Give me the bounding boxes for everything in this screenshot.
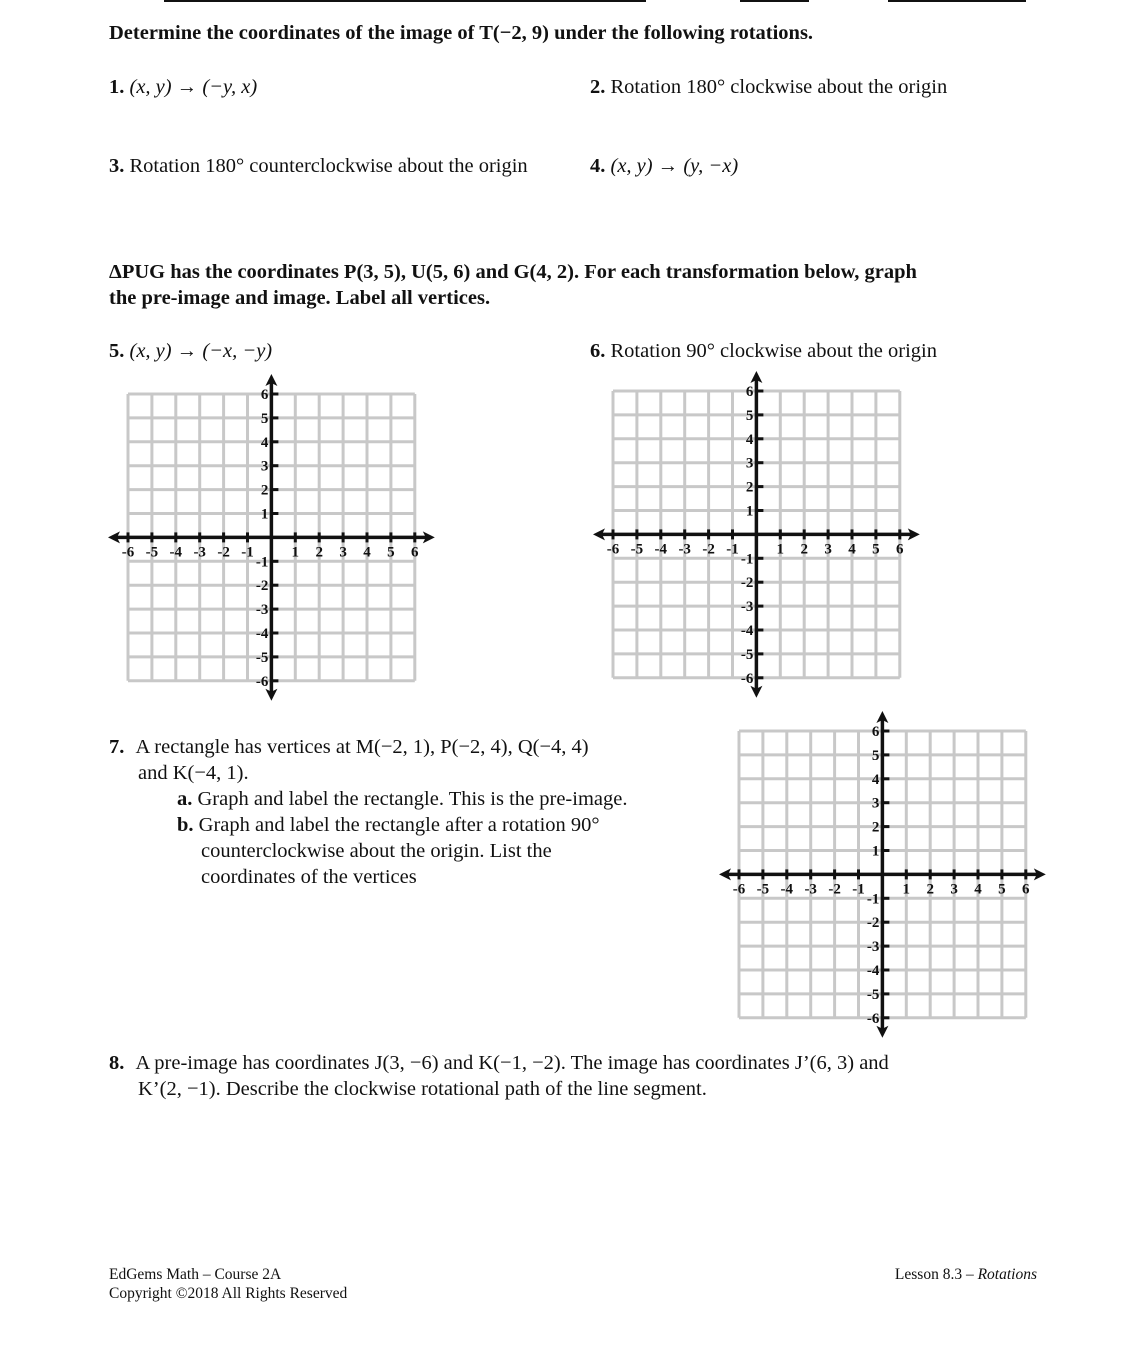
y-tick-label: -6 (255, 673, 269, 690)
question-number: 5. (109, 340, 125, 362)
x-tick-label: 1 (902, 881, 911, 898)
x-tick-label: 5 (387, 544, 395, 561)
question-8-line2: K’(2, −1). Describe the clockwise rotational path of the line segment. (138, 1078, 707, 1100)
question-8 (109, 1050, 1049, 1102)
question-number: 3. (109, 155, 125, 177)
name-blank[interactable] (164, 0, 646, 2)
question-number: 8. (109, 1052, 125, 1074)
question-1 (109, 74, 257, 100)
date-blank[interactable] (888, 0, 1026, 2)
y-tick-label: 6 (871, 724, 880, 740)
question-7 (109, 734, 709, 890)
y-tick-label: -4 (866, 963, 880, 979)
y-tick-label: 6 (745, 384, 754, 400)
x-tick-label: 6 (1022, 881, 1030, 898)
x-tick-label: -4 (780, 881, 794, 898)
x-tick-label: -1 (726, 541, 739, 558)
question-7-line1: A rectangle has vertices at M(−2, 1), P(−2, 4), Q(−4, 4) (135, 736, 589, 758)
x-tick-label: -1 (241, 544, 254, 561)
y-tick-label: -2 (740, 575, 754, 592)
y-tick-label: -5 (740, 646, 754, 663)
y-tick-label: -4 (255, 626, 269, 642)
footer-topic: Rotations (977, 1266, 1037, 1283)
y-tick-label: 2 (745, 479, 754, 496)
x-tick-label: -6 (606, 541, 620, 558)
question-text: (x, y) → (y, −x) (610, 155, 739, 177)
part-label: b. (177, 814, 194, 836)
x-tick-label: -5 (145, 544, 159, 561)
y-tick-label: -3 (740, 599, 754, 616)
y-tick-label: 1 (260, 506, 269, 523)
x-tick-label: 2 (926, 881, 934, 898)
footer-left (109, 1265, 347, 1303)
x-tick-label: -5 (630, 541, 644, 558)
y-tick-label: 3 (260, 458, 269, 475)
y-tick-label: 3 (871, 795, 880, 812)
x-tick-label: 4 (974, 881, 982, 898)
x-tick-label: -3 (678, 541, 691, 558)
x-tick-label: 3 (824, 541, 832, 558)
question-text: (x, y) → (−y, x) (129, 76, 258, 98)
question-7b (109, 812, 709, 838)
question-text: Rotation 90° clockwise about the origin (610, 340, 937, 362)
question-6 (590, 338, 937, 364)
question-8-line1: A pre-image has coordinates J(3, −6) and K(−1, −2). The image has coordinates J’(6, 3) and (135, 1052, 889, 1074)
coordinate-grid-q5[interactable] (105, 375, 445, 705)
y-tick-label: 4 (745, 431, 754, 448)
x-tick-label: 6 (896, 541, 904, 558)
x-tick-label: -4 (654, 541, 668, 558)
y-tick-label: 5 (745, 407, 754, 424)
x-tick-label: 4 (848, 541, 856, 558)
y-tick-label: -2 (255, 578, 269, 595)
period-blank[interactable] (740, 0, 809, 2)
part-label: a. (177, 788, 193, 810)
part-text: Graph and label the rectangle after a rotation 90° (198, 814, 600, 836)
x-tick-label: -6 (732, 881, 746, 898)
y-tick-label: 6 (260, 387, 269, 403)
y-tick-label: 4 (871, 771, 880, 788)
y-tick-label: -1 (740, 551, 754, 568)
x-tick-label: -3 (804, 881, 817, 898)
section2-heading-line1: ΔPUG has the coordinates P(3, 5), U(5, 6) and G(4, 2). For each transformation below, graph (109, 261, 917, 283)
question-7b-line2: counterclockwise about the origin. List the (201, 840, 552, 862)
section2-heading-line2: the pre-image and image. Label all vertices. (109, 287, 491, 309)
y-tick-label: -3 (255, 602, 269, 619)
coordinate-grid-q6[interactable] (590, 372, 930, 702)
y-tick-label: 2 (871, 819, 880, 836)
x-tick-label: 2 (800, 541, 808, 558)
x-tick-label: 1 (291, 544, 300, 561)
y-tick-label: -1 (866, 891, 880, 908)
y-tick-label: -3 (866, 939, 880, 956)
x-tick-label: 5 (872, 541, 880, 558)
x-tick-label: 3 (339, 544, 347, 561)
y-tick-label: -1 (255, 554, 269, 571)
question-number: 6. (590, 340, 606, 362)
y-tick-label: 2 (260, 482, 269, 499)
x-tick-label: -2 (702, 541, 715, 558)
question-5 (109, 338, 272, 364)
x-tick-label: 6 (411, 544, 419, 561)
question-7b-line3: coordinates of the vertices (201, 866, 417, 888)
question-number: 4. (590, 155, 606, 177)
x-tick-label: -4 (169, 544, 183, 561)
x-tick-label: -5 (756, 881, 770, 898)
y-tick-label: -5 (866, 986, 880, 1003)
x-tick-label: -2 (217, 544, 230, 561)
x-tick-label: 5 (998, 881, 1006, 898)
y-tick-label: -2 (866, 915, 880, 932)
y-tick-label: -6 (740, 670, 754, 687)
x-tick-label: 3 (950, 881, 958, 898)
question-7-line2: and K(−4, 1). (138, 762, 249, 784)
x-tick-label: 4 (363, 544, 371, 561)
section2-heading (109, 259, 917, 311)
question-number: 7. (109, 736, 125, 758)
y-tick-label: 1 (871, 843, 880, 860)
y-tick-label: 4 (260, 434, 269, 451)
footer-right (895, 1265, 1037, 1284)
y-tick-label: 5 (260, 410, 269, 427)
y-tick-label: -4 (740, 623, 754, 639)
y-tick-label: 5 (871, 747, 880, 764)
footer-lesson: Lesson 8.3 – (894, 1266, 978, 1283)
question-7a (109, 786, 709, 812)
footer-course: EdGems Math – Course 2A (109, 1266, 282, 1283)
x-tick-label: -1 (852, 881, 865, 898)
question-text: Rotation 180° clockwise about the origin (610, 76, 948, 98)
x-tick-label: 2 (315, 544, 323, 561)
x-tick-label: -3 (193, 544, 206, 561)
y-tick-label: 1 (745, 503, 754, 520)
section1-heading: Determine the coordinates of the image of T(−2, 9) under the following rotations. (109, 22, 814, 44)
question-4 (590, 153, 738, 179)
question-number: 1. (109, 76, 125, 98)
question-text: Rotation 180° counterclockwise about the origin (129, 155, 528, 177)
question-number: 2. (590, 76, 606, 98)
x-tick-label: 1 (776, 541, 785, 558)
question-text: (x, y) → (−x, −y) (129, 340, 273, 362)
y-tick-label: 3 (745, 455, 754, 472)
coordinate-grid-q7[interactable] (716, 712, 1056, 1042)
y-tick-label: -6 (866, 1010, 880, 1027)
x-tick-label: -6 (121, 544, 135, 561)
y-tick-label: -5 (255, 649, 269, 666)
question-3 (109, 153, 528, 179)
question-2 (590, 74, 947, 100)
footer-copyright: Copyright ©2018 All Rights Reserved (109, 1285, 348, 1302)
x-tick-label: -2 (828, 881, 841, 898)
part-text: Graph and label the rectangle. This is the pre-image. (197, 788, 628, 810)
